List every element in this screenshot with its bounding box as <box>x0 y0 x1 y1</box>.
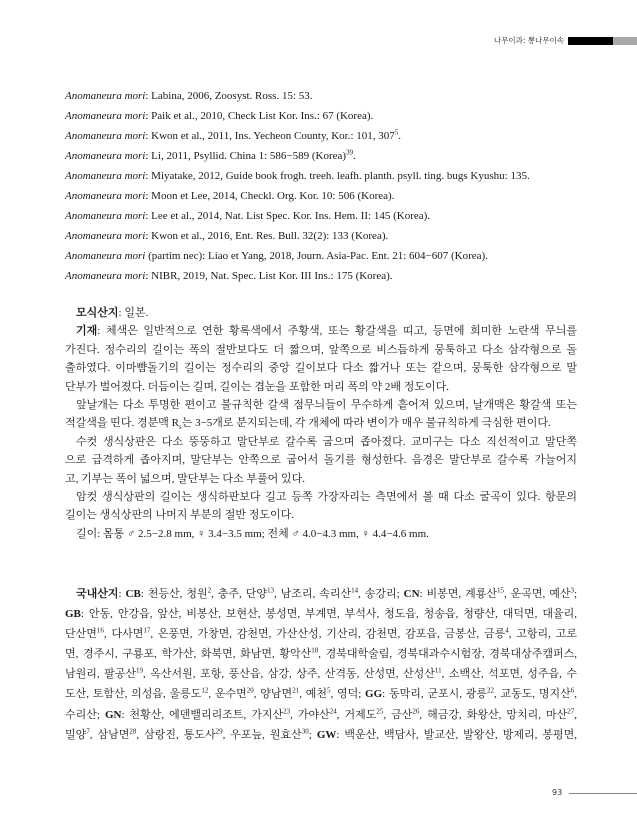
text-run: 는 3−5개로 분지되는데, 각 개체에 따라 변이가 매우 불규칙하게 극심한 편이다. <box>181 417 551 430</box>
text-line <box>65 506 577 524</box>
text-line <box>65 433 577 451</box>
text-line <box>65 584 577 604</box>
footnote-ref: 12 <box>201 686 209 695</box>
text-run: : 비봉면, 계룡산 <box>419 588 497 600</box>
bold-label: CB <box>125 588 141 600</box>
footnote-ref: 15 <box>496 586 504 595</box>
bold-label: GW <box>316 728 337 741</box>
text-run: , 은풍면, 가창면, 감천면, 가산산성, 기산리, 감천면, 감포읍, 금봉산, 금릉 <box>150 628 506 641</box>
species-name: Anomaneura mori <box>65 170 146 182</box>
citation-text: : Kwon et al., 2011, Ins. Yecheon County, Kor.: 101, 307 <box>145 130 395 142</box>
text-line <box>65 624 577 644</box>
text-run: , 소백산, 석포면, 성주읍, 수 <box>441 668 577 681</box>
text-run: , 가야산 <box>290 708 330 721</box>
footnote-ref: 2 <box>207 586 212 595</box>
citation-text: : Miyatake, 2012, Guide book frogh. treeh. leafh. planth. psyll. ting. bugs Kyushu: 135. <box>145 170 530 182</box>
text-run: , 운수면 <box>208 688 247 701</box>
text-line <box>65 470 577 488</box>
citation-line <box>65 126 577 146</box>
text-line <box>65 322 577 340</box>
footnote-ref: 26 <box>412 706 420 715</box>
text-run: , 예천 <box>299 688 327 701</box>
text-run: : 안동, 안강읍, 앞산, 비봉산, 보현산, 봉성면, 부계면, 부석사, 청도읍, 청송읍, 청량산, 대덕면, 대율리, <box>80 608 577 621</box>
text-run: 앞날개는 다소 투명한 편이고 불규칙한 갈색 점무늬들이 무수하게 흩어져 있으며, 날개맥은 황갈색 또는 <box>76 398 577 411</box>
bold-label: 모식산지 <box>76 307 119 319</box>
citation-line <box>65 86 577 106</box>
footnote-ref: 22 <box>486 686 494 695</box>
text-run: , 교동도, 명지산 <box>493 688 571 701</box>
species-description <box>65 304 577 543</box>
page-number: 93 <box>552 788 563 797</box>
subscript: s <box>178 423 182 432</box>
footnote-ref: 27 <box>567 706 575 715</box>
text-run: , <box>574 708 577 721</box>
footnote-ref: 29 <box>215 727 223 735</box>
text-run: , 금산 <box>383 708 413 721</box>
species-name: Anomaneura mori <box>65 250 146 262</box>
bold-label: GN <box>104 708 122 721</box>
korean-distribution <box>65 584 577 745</box>
text-run: 수컷 생식상판은 다소 뚱뚱하고 말단부로 갈수록 굽으며 좁아졌다. 교미구는 다소 직선적이고 말단쪽 <box>76 435 577 448</box>
citation-text: : Labina, 2006, Zoosyst. Ross. 15: 53. <box>145 90 313 102</box>
text-run: : 백운산, 백담사, 발교산, 발왕산, 방제리, 봉평면, <box>336 728 577 741</box>
text-line <box>65 378 577 396</box>
text-run: 단산면 <box>65 628 97 641</box>
text-run: , 거제도 <box>336 708 377 721</box>
citation-text: : Paik et al., 2010, Check List Kor. Ins.: 67 (Korea). <box>145 110 374 122</box>
bold-label: 국내산지 <box>76 588 119 600</box>
footnote-ref: 18 <box>311 646 319 655</box>
text-run: , 삼랑진, 통도사 <box>136 728 216 741</box>
footnote-ref: 5 <box>326 686 331 695</box>
text-line <box>65 414 577 432</box>
text-line <box>65 451 577 469</box>
text-run: : 천등산, 청원 <box>140 588 208 600</box>
citation-footnote: 39 <box>346 148 354 157</box>
text-run: ; <box>308 728 317 741</box>
citation-line <box>65 166 577 186</box>
text-run: 도산, 토함산, 의성읍, 울릉도 <box>65 688 202 701</box>
footnote-ref: 17 <box>143 626 151 635</box>
species-name: Anomaneura mori <box>65 210 146 222</box>
text-line <box>65 725 577 745</box>
text-line <box>65 705 577 725</box>
footer-rule <box>569 793 637 794</box>
citation-tail: . <box>398 130 402 142</box>
text-run: : 체색은 일반적으로 연한 황록색에서 주황색, 또는 황갈색을 띠고, 등면에 희미한 노란색 무늬를 <box>97 325 577 338</box>
citation-text: : NIBR, 2019, Nat. Spec. List Kor. III Ins.: 175 (Korea). <box>145 270 393 282</box>
bold-label: GG <box>365 688 383 701</box>
bold-label: 기재 <box>76 325 98 338</box>
text-run: : 동막리, 군포시, 광릉 <box>382 688 487 701</box>
citation-line <box>65 246 577 266</box>
text-run: , 고항리, 고로 <box>508 628 577 641</box>
text-run: , 옥산서원, 포항, 풍산읍, 삼강, 상주, 산격동, 산성면, 산성산 <box>143 668 435 681</box>
footnote-ref: 23 <box>283 706 291 715</box>
text-run: , 운곡면, 예산 <box>503 588 571 600</box>
text-line <box>65 359 577 377</box>
species-name: Anomaneura mori <box>65 90 146 102</box>
text-line <box>65 488 577 506</box>
bold-label: GB <box>65 608 81 621</box>
text-run: 출하였다. 이마뺨돌기의 길이는 정수리의 중앙 길이보다 다소 짧거나 또는 같으며, 뭉툭한 삼각형으로 말 <box>65 362 577 375</box>
synonymy-citations <box>65 86 577 286</box>
text-run: : 일본. <box>118 307 149 319</box>
footnote-ref: 3 <box>570 586 574 595</box>
footnote-ref: 28 <box>129 727 137 735</box>
footnote-ref: 25 <box>376 706 384 715</box>
text-run: 고, 기부는 폭이 넓으며, 말단부는 다소 부풀어 있다. <box>65 472 306 485</box>
bold-label: CN <box>403 588 420 600</box>
text-run: 면, 경주시, 구룡포, 학가산, 화북면, 화남면, 황악산 <box>65 648 312 661</box>
text-run: 으로 급격하게 좁아지며, 말단부는 안쪽으로 굽어서 돌기를 형성한다. 음경은 말단부로 갈수록 가늘어지 <box>65 454 577 467</box>
footnote-ref: 16 <box>96 626 104 635</box>
citation-text: : Lee et al., 2014, Nat. List Spec. Kor. Ins. Hem. II: 145 (Korea). <box>145 210 431 222</box>
citation-text: : Moon et Lee, 2014, Checkl. Org. Kor. 10: 506 (Korea). <box>145 190 395 202</box>
footnote-ref: 30 <box>301 727 309 735</box>
text-line <box>65 644 577 664</box>
header-bar-dark <box>568 37 613 45</box>
header-bar-gray <box>613 37 637 45</box>
text-run: 적갈색을 띤다. 경분맥 R <box>65 417 179 430</box>
text-run: , 송강리; <box>358 588 404 600</box>
text-run: 밀양 <box>65 728 87 741</box>
text-run: 길이: 몸통 ♂ 2.5−2.8 mm, ♀ 3.4−3.5 mm; 전체 ♂ 4.0−4.3 mm, ♀ 4.4−4.6 mm. <box>76 527 429 540</box>
text-line <box>65 525 577 543</box>
text-run: , <box>574 688 577 701</box>
citation-line <box>65 146 577 166</box>
citation-text: (partim nec): Liao et Yang, 2018, Journ. Asia-Pac. Ent. 21: 604−607 (Korea). <box>145 250 488 262</box>
footnote-ref: 6 <box>570 686 575 695</box>
citation-text: : Li, 2011, Psyllid. China 1: 586−589 (Korea) <box>145 150 347 162</box>
citation-line <box>65 206 577 226</box>
footnote-ref: 20 <box>246 686 254 695</box>
text-line <box>65 604 577 624</box>
footnote-ref: 19 <box>136 666 144 675</box>
species-name: Anomaneura mori <box>65 110 146 122</box>
text-line <box>65 684 577 704</box>
citation-tail: . <box>353 150 356 162</box>
species-name: Anomaneura mori <box>65 130 146 142</box>
text-run: 남원리, 팔공산 <box>65 668 137 681</box>
text-run: 수리산; <box>65 708 105 721</box>
text-run: ; <box>573 588 577 600</box>
citation-text: : Kwon et al., 2016, Ent. Res. Bull. 32(2): 133 (Korea). <box>145 230 389 242</box>
text-run: , 해금강, 화왕산, 망치리, 마산 <box>419 708 568 721</box>
footnote-ref: 24 <box>329 706 337 715</box>
species-name: Anomaneura mori <box>65 150 146 162</box>
citation-line <box>65 266 577 286</box>
text-run: : 천황산, 에덴밸리리조트, 가지산 <box>121 708 284 721</box>
text-run: , 양남면 <box>253 688 293 701</box>
running-title: 나무이과: 뽕나무이속 <box>493 36 564 45</box>
text-run: 단부가 벌어졌다. 더듬이는 길며, 길이는 겹눈을 포함한 머리 폭의 약 2배 정도이다. <box>65 380 450 393</box>
text-line <box>65 664 577 684</box>
text-run: , 영덕; <box>330 688 366 701</box>
citation-footnote: 5 <box>394 128 399 137</box>
species-name: Anomaneura mori <box>65 190 146 202</box>
footnote-ref: 14 <box>351 586 359 595</box>
text-run: 암컷 생식상판의 길이는 생식하판보다 길고 등쪽 가장자리는 측면에서 볼 때 다소 굴곡이 있다. 항문의 <box>76 490 577 503</box>
text-run: 길이는 생식상판의 나머지 부분의 절반 정도이다. <box>65 509 295 522</box>
text-run: , 우포늪, 원효산 <box>222 728 302 741</box>
text-line <box>65 341 577 359</box>
text-run: , 경북대학술림, 경북대과수시험장, 경북대상주캠퍼스, <box>318 648 577 661</box>
footnote-ref: 21 <box>292 686 300 695</box>
citation-line <box>65 226 577 246</box>
text-run: , 삼남면 <box>89 728 130 741</box>
text-run: , 다사면 <box>103 628 144 641</box>
footnote-ref: 4 <box>505 626 509 635</box>
footnote-ref: 13 <box>266 586 274 595</box>
text-line <box>65 304 577 322</box>
text-run: , 남조리, 속리산 <box>273 588 352 600</box>
text-run: , 충주, 단양 <box>211 588 267 600</box>
citation-line <box>65 106 577 126</box>
species-name: Anomaneura mori <box>65 230 146 242</box>
text-line <box>65 396 577 414</box>
species-name: Anomaneura mori <box>65 270 146 282</box>
footnote-ref: 11 <box>434 666 442 675</box>
text-run: 가진다. 정수리의 길이는 폭의 절반보다도 더 짧으며, 앞쪽으로 비스듬하게 뭉툭하고 다소 삼각형으로 돌 <box>65 343 577 356</box>
citation-line <box>65 186 577 206</box>
text-run: : <box>118 588 126 600</box>
footnote-ref: 7 <box>86 727 90 735</box>
